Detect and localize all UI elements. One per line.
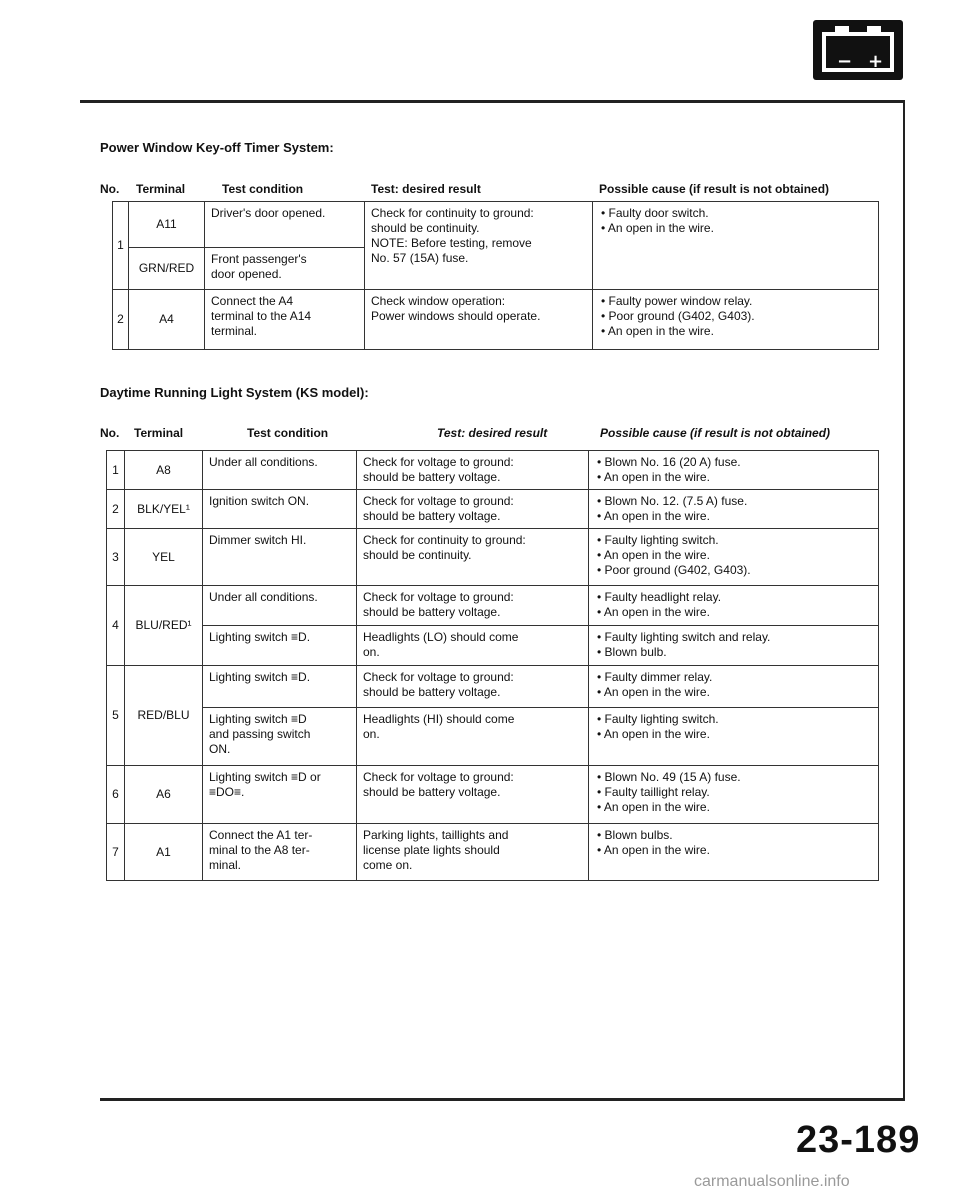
header-desired-result: Test: desired result bbox=[437, 426, 548, 440]
top-rule bbox=[80, 100, 905, 103]
condition-cell: Driver's door opened. bbox=[205, 202, 365, 248]
table-row bbox=[107, 666, 879, 708]
table-row bbox=[107, 708, 879, 766]
cause-cell: • Blown No. 12. (7.5 A) fuse. • An open in the wire. bbox=[589, 490, 879, 529]
section-title-power-window: Power Window Key-off Timer System: bbox=[100, 140, 334, 155]
table-row bbox=[107, 824, 879, 881]
cause-cell: • Blown No. 49 (15 A) fuse. • Faulty taillight relay. • An open in the wire. bbox=[589, 766, 879, 824]
condition-cell: Connect the A4 terminal to the A14 terminal. bbox=[205, 290, 365, 350]
right-rule bbox=[903, 100, 905, 1100]
table-row bbox=[107, 586, 879, 626]
table-row bbox=[107, 626, 879, 666]
condition-cell: Lighting switch ≡D and passing switch ON. bbox=[203, 708, 357, 766]
result-cell: Check for voltage to ground: should be battery voltage. bbox=[357, 586, 589, 626]
header-desired-result: Test: desired result bbox=[371, 182, 481, 196]
result-cell: Check for continuity to ground: should be continuity. bbox=[357, 529, 589, 586]
table-row bbox=[107, 766, 879, 824]
minus-symbol: − bbox=[837, 51, 853, 72]
cause-cell: • Faulty lighting switch and relay. • Blown bulb. bbox=[589, 626, 879, 666]
cause-cell: • Faulty dimmer relay. • An open in the wire. bbox=[589, 666, 879, 708]
terminal-cell: A8 bbox=[125, 451, 203, 490]
row-number: 7 bbox=[107, 824, 125, 881]
cause-cell: • Faulty door switch. • An open in the wire. bbox=[593, 202, 879, 290]
header-possible-cause: Possible cause (if result is not obtained) bbox=[599, 182, 830, 196]
result-cell: Check window operation: Power windows should operate. bbox=[365, 290, 593, 350]
battery-icon bbox=[813, 20, 903, 80]
cause-cell: • Blown No. 16 (20 A) fuse. • An open in the wire. bbox=[589, 451, 879, 490]
result-cell: Headlights (LO) should come on. bbox=[357, 626, 589, 666]
cause-cell: • Faulty lighting switch. • An open in the wire. bbox=[589, 708, 879, 766]
power-window-table bbox=[112, 201, 879, 350]
condition-cell: Lighting switch ≡D. bbox=[203, 666, 357, 708]
row-number: 1 bbox=[113, 202, 129, 290]
page-number: 23-189 bbox=[796, 1119, 921, 1161]
row-number: 4 bbox=[107, 586, 125, 666]
table-row bbox=[107, 451, 879, 490]
bottom-rule bbox=[100, 1098, 905, 1101]
header-test-condition: Test condition bbox=[247, 426, 329, 440]
section-title-drl: Daytime Running Light System (KS model): bbox=[100, 385, 369, 400]
header-terminal: Terminal bbox=[134, 426, 184, 440]
header-test-condition: Test condition bbox=[222, 182, 304, 196]
row-number: 3 bbox=[107, 529, 125, 586]
row-number: 6 bbox=[107, 766, 125, 824]
condition-cell: Ignition switch ON. bbox=[203, 490, 357, 529]
drl-table bbox=[106, 450, 879, 881]
result-cell: Parking lights, taillights and license plate lights should come on. bbox=[357, 824, 589, 881]
table-row bbox=[113, 202, 879, 248]
result-cell: Check for voltage to ground: should be battery voltage. bbox=[357, 766, 589, 824]
header-no: No. bbox=[100, 426, 120, 440]
condition-cell: Front passenger's door opened. bbox=[205, 248, 365, 290]
header-no: No. bbox=[100, 182, 120, 196]
terminal-cell: A1 bbox=[125, 824, 203, 881]
cause-cell: • Faulty headlight relay. • An open in the wire. bbox=[589, 586, 879, 626]
condition-cell: Under all conditions. bbox=[203, 451, 357, 490]
result-cell: Headlights (HI) should come on. bbox=[357, 708, 589, 766]
cause-cell: • Blown bulbs. • An open in the wire. bbox=[589, 824, 879, 881]
condition-cell: Lighting switch ≡D. bbox=[203, 626, 357, 666]
cause-cell: • Faulty power window relay. • Poor ground (G402, G403). • An open in the wire. bbox=[593, 290, 879, 350]
row-number: 1 bbox=[107, 451, 125, 490]
terminal-cell: BLU/RED¹ bbox=[125, 586, 203, 666]
header-terminal: Terminal bbox=[136, 182, 186, 196]
terminal-cell: A11 bbox=[129, 202, 205, 248]
condition-cell: Connect the A1 ter- minal to the A8 ter- minal. bbox=[203, 824, 357, 881]
row-number: 5 bbox=[107, 666, 125, 766]
row-number: 2 bbox=[113, 290, 129, 350]
condition-cell: Lighting switch ≡D or ≡DO≡. bbox=[203, 766, 357, 824]
terminal-cell: GRN/RED bbox=[129, 248, 205, 290]
cause-cell: • Faulty lighting switch. • An open in the wire. • Poor ground (G402, G403). bbox=[589, 529, 879, 586]
terminal-cell: BLK/YEL¹ bbox=[125, 490, 203, 529]
terminal-cell: RED/BLU bbox=[125, 666, 203, 766]
table-row bbox=[107, 529, 879, 586]
condition-cell: Under all conditions. bbox=[203, 586, 357, 626]
plus-symbol: + bbox=[868, 51, 884, 72]
terminal-cell: A6 bbox=[125, 766, 203, 824]
table-row bbox=[113, 290, 879, 350]
result-cell: Check for voltage to ground: should be battery voltage. bbox=[357, 666, 589, 708]
table-row bbox=[107, 490, 879, 529]
battery-body bbox=[822, 32, 894, 72]
condition-cell: Dimmer switch HI. bbox=[203, 529, 357, 586]
result-cell: Check for continuity to ground: should be continuity. NOTE: Before testing, remove No. 57 (15A) fuse. bbox=[365, 202, 593, 290]
terminal-cell: YEL bbox=[125, 529, 203, 586]
result-cell: Check for voltage to ground: should be battery voltage. bbox=[357, 490, 589, 529]
header-possible-cause: Possible cause (if result is not obtained) bbox=[600, 426, 831, 440]
terminal-cell: A4 bbox=[129, 290, 205, 350]
watermark: carmanualsonline.info bbox=[694, 1173, 850, 1190]
result-cell: Check for voltage to ground: should be battery voltage. bbox=[357, 451, 589, 490]
row-number: 2 bbox=[107, 490, 125, 529]
